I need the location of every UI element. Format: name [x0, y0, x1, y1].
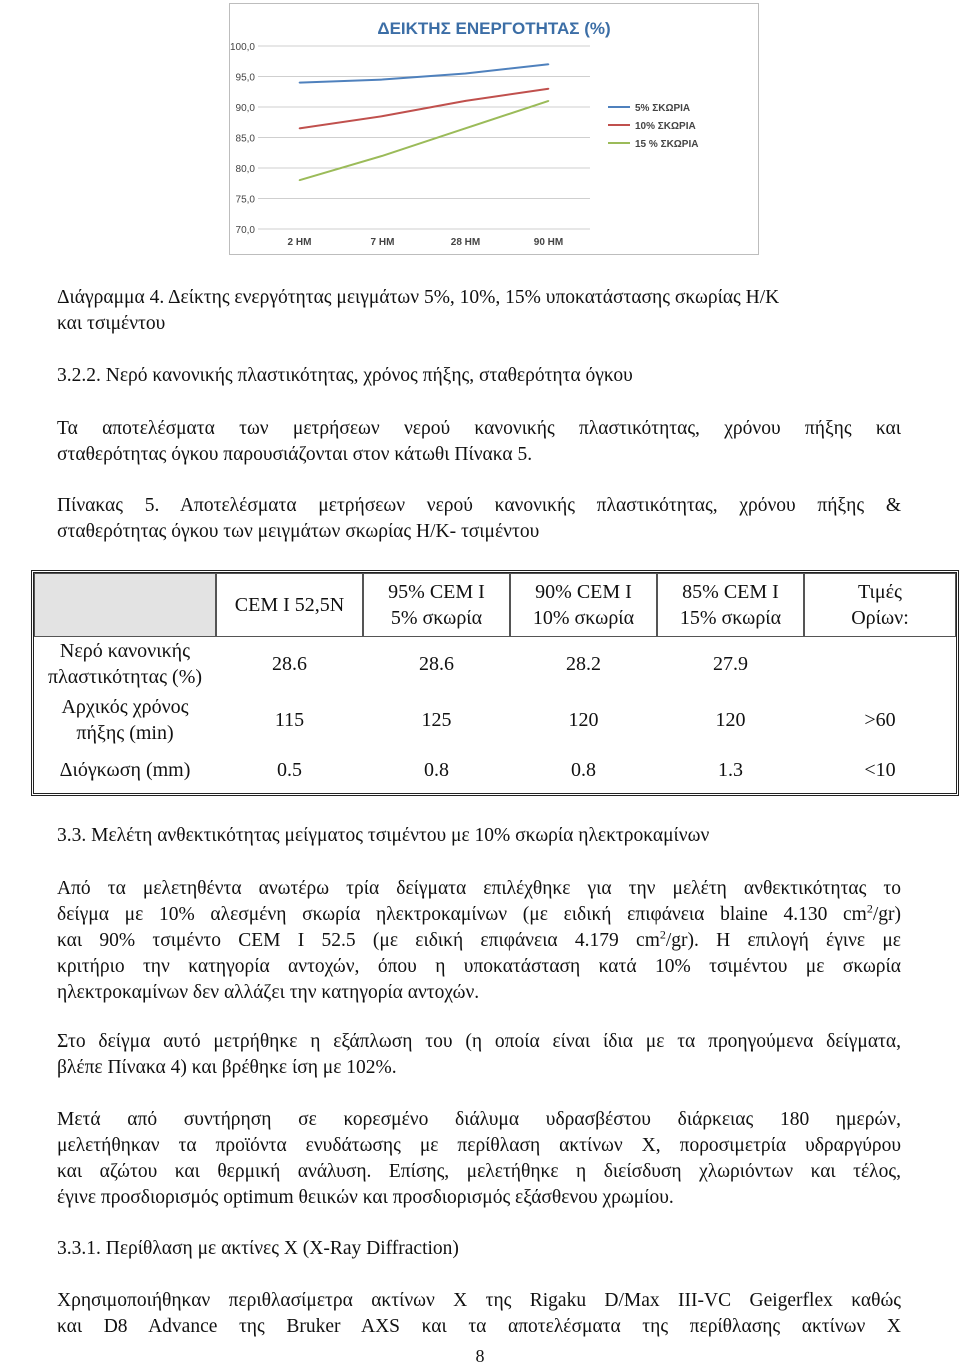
table-header-cell	[216, 573, 363, 637]
paragraph-33b	[57, 1029, 901, 1081]
y-tick-label: 100,0	[230, 42, 255, 53]
table-cell: 120	[715, 708, 746, 731]
paragraph-331	[57, 1288, 901, 1340]
paragraph-33c	[57, 1107, 901, 1211]
header-label: Τιμές	[858, 580, 902, 603]
data-point	[382, 115, 384, 117]
para-33c-line4: έγινε προσδιορισμός optimum θειικών και προσδιορισμός εξάσθενου χρωμίου.	[57, 1187, 674, 1208]
x-tick-label: 2 ΗΜ	[287, 237, 312, 248]
table-caption-line2: σταθερότητας όγκου των μειγμάτων σκωρίας Η/Κ- τσιμέντου	[57, 521, 540, 542]
header-label: 90% CEM I	[535, 580, 632, 603]
para-33c-line1: Μετά από συντήρηση σε κορεσμένο διάλυμα υδρασβέστου διάρκειας 180 ημερών,	[57, 1109, 901, 1130]
table-5	[31, 570, 959, 796]
header-label: 85% CEM I	[682, 580, 779, 603]
data-point	[299, 179, 301, 181]
table-cell: 28.6	[419, 653, 454, 676]
table-cell: 120	[568, 708, 599, 731]
table-header-cell	[657, 573, 804, 637]
y-tick-label: 75,0	[235, 194, 255, 206]
superscript: 2	[659, 927, 666, 942]
text-run: /gr)	[872, 904, 901, 925]
data-point	[465, 128, 467, 130]
row-label	[34, 637, 216, 693]
table-row	[34, 637, 956, 693]
diagram-caption	[57, 285, 907, 337]
chart-title: ΔΕΙΚΤΗΣ ΕΝΕΡΓΟΤΗΤΑΣ (%)	[377, 19, 611, 38]
header-sublabel: Ορίων:	[851, 606, 909, 629]
para-33a-line5: ηλεκτροκαμίνων δεν αλλάζει την κατηγορία αντοχών.	[57, 982, 480, 1003]
series-line	[300, 64, 549, 82]
diagram-caption-line1: Διάγραμμα 4. Δείκτης ενεργότητας μειγμάτων 5%, 10%, 15% υποκατάστασης σκωρίας Η/Κ	[57, 287, 780, 308]
table-cell: 125	[421, 708, 452, 731]
table-header-cell	[363, 573, 510, 637]
para-33a-line3	[57, 928, 901, 954]
section-heading-33: 3.3. Μελέτη ανθεκτικότητας μείγματος τσιμέντου με 10% σκωρία ηλεκτροκαμίνων	[57, 825, 710, 846]
intro-paragraph	[57, 416, 901, 468]
table-cell: <10	[864, 759, 896, 782]
row-label-line1: Διόγκωση (mm)	[59, 759, 191, 782]
intro-line2: σταθερότητας όγκου παρουσιάζονται στον κάτωθι Πίνακα 5.	[57, 444, 533, 465]
series-line	[300, 89, 549, 129]
table-header-cell	[510, 573, 657, 637]
y-tick-label: 85,0	[235, 133, 255, 145]
superscript: 2	[866, 901, 873, 916]
table-header-row	[34, 573, 956, 637]
text-run: και 90% τσιμέντο CEM I 52.5 (με ειδική επιφάνεια 4.179 cm	[57, 930, 660, 951]
page-number: 8	[475, 1346, 485, 1366]
row-label-line2: πλαστικότητας (%)	[47, 666, 203, 689]
para-33b-line2: βλέπε Πίνακα 4) και βρέθηκε ίση με 102%.	[57, 1057, 397, 1078]
para-331-line1: Χρησιμοποιήθηκαν περιθλασίμετρα ακτίνων Χ της Rigaku D/Max III-VC Geigerflex καθώς	[57, 1290, 901, 1311]
table-cell: 28.2	[566, 653, 601, 676]
table-row	[34, 748, 956, 793]
row-label-line2: πήξης (min)	[76, 721, 174, 744]
header-sublabel: 5% σκωρία	[390, 606, 483, 629]
table-cell: 0.8	[571, 759, 596, 782]
table-caption-line1: Πίνακας 5. Αποτελέσματα μετρήσεων νερού κανονικής πλαστικότητας, χρόνου πήξης &	[57, 495, 901, 516]
y-tick-label: 90,0	[235, 103, 255, 114]
data-point	[465, 100, 467, 102]
para-331-line2: και D8 Advance της Bruker AXS και τα αποτελέσματα της περίθλασης ακτίνων Χ	[57, 1316, 901, 1337]
table-cell: 27.9	[713, 653, 748, 676]
table-cell: 0.8	[424, 759, 449, 782]
table-header-cell	[804, 573, 956, 637]
legend-label: 5% ΣΚΩΡΙΑ	[635, 103, 691, 114]
row-label-line1: Αρχικός χρόνος	[61, 695, 189, 718]
table-cell: 1.3	[718, 759, 743, 782]
legend-label: 15 % ΣΚΩΡΙΑ	[635, 139, 699, 150]
header-sublabel: 10% σκωρία	[532, 606, 635, 629]
legend-label: 10% ΣΚΩΡΙΑ	[635, 121, 696, 132]
header-label: 95% CEM I	[388, 580, 485, 603]
para-33c-line3: και αζώτου και θερμική ανάλυση. Επίσης, μελετήθηκε η διείσδυση χλωριόντων και τέλος,	[57, 1161, 901, 1182]
y-tick-label: 80,0	[235, 164, 255, 175]
para-33c-line2: μελετήθηκαν τα προϊόντα ενυδάτωσης με περίθλαση ακτίνων Χ, ποροσιμετρία υδραργύρου	[57, 1135, 901, 1156]
table-cell: 0.5	[277, 759, 302, 782]
table-corner-cell	[34, 573, 216, 637]
data-point	[548, 64, 550, 66]
row-label-line1: Νερό κανονικής	[59, 640, 191, 663]
table-row	[34, 692, 956, 748]
data-point	[382, 79, 384, 81]
table-cell: 28.6	[272, 653, 307, 676]
data-point	[299, 82, 301, 84]
x-tick-label: 28 ΗΜ	[450, 237, 481, 248]
table-cell: 115	[274, 708, 305, 731]
header-sublabel: 15% σκωρία	[679, 606, 782, 629]
data-point	[382, 155, 384, 157]
para-33a-line4: κριτήριο την κατηγορία αντοχών, όπου η υποκατάσταση κατά 10% τσιμέντου με σκωρία	[57, 956, 901, 977]
y-tick-label: 70,0	[235, 225, 255, 236]
x-tick-label: 7 ΗΜ	[370, 237, 395, 248]
paragraph-33a	[57, 876, 901, 1006]
header-label: CEM I 52,5N	[234, 593, 345, 616]
section-heading-322: 3.2.2. Νερό κανονικής πλαστικότητας, χρόνος πήξης, σταθερότητα όγκου	[57, 365, 633, 386]
table-cell: >60	[864, 708, 896, 731]
table-cell	[804, 637, 956, 693]
intro-line1: Τα αποτελέσματα των μετρήσεων νερού κανονικής πλαστικότητας, χρόνου πήξης και	[57, 418, 901, 439]
data-point	[548, 100, 550, 102]
table-caption	[57, 493, 901, 545]
activity-index-chart	[229, 3, 759, 255]
diagram-caption-line2: και τσιμέντου	[57, 313, 166, 334]
data-point	[465, 73, 467, 75]
row-label	[34, 692, 216, 748]
x-tick-label: 90 ΗΜ	[533, 237, 564, 248]
text-run: /gr). Η επιλογή έγινε με	[665, 930, 901, 951]
para-33a-line1: Από τα μελετηθέντα ανωτέρω τρία δείγματα επιλέχθηκε για την μελέτη ανθεκτικότητας το	[57, 878, 901, 899]
data-point	[299, 128, 301, 130]
para-33a-line2	[57, 902, 901, 928]
text-run: δείγμα με 10% αλεσμένη σκωρία ηλεκτροκαμίνων (με ειδική επιφάνεια blaine 4.130 cm	[57, 904, 867, 925]
row-label	[34, 748, 216, 793]
y-tick-label: 95,0	[235, 72, 255, 84]
chart-svg	[230, 4, 758, 254]
section-heading-331: 3.3.1. Περίθλαση με ακτίνες Χ (X-Ray Diffraction)	[57, 1238, 459, 1259]
data-point	[548, 88, 550, 90]
para-33b-line1: Στο δείγμα αυτό μετρήθηκε η εξάπλωση του (η οποία είναι ίδια με τα προηγούμενα δείγματα,	[57, 1031, 901, 1052]
